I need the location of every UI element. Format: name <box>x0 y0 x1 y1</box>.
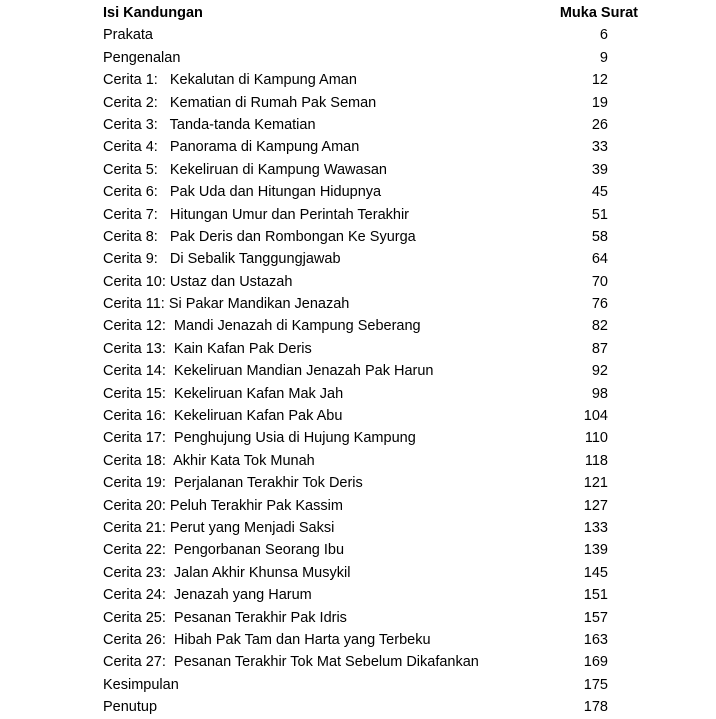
toc-entry-title: Cerita 18: Akhir Kata Tok Munah <box>103 452 315 469</box>
toc-entry <box>103 696 638 718</box>
toc-entry-title: Cerita 24: Jenazah yang Harum <box>103 587 312 604</box>
toc-entry <box>103 315 638 337</box>
toc-entry-page-number: 92 <box>591 363 608 380</box>
toc-entry-title: Cerita 17: Penghujung Usia di Hujung Kampung <box>103 430 416 447</box>
toc-entry-title: Cerita 15: Kekeliruan Kafan Mak Jah <box>103 385 344 402</box>
toc-entry-page-number: 39 <box>591 161 608 178</box>
toc-entry-page-number: 87 <box>591 340 608 357</box>
toc-entry <box>103 629 638 651</box>
toc-entry-title: Cerita 6: Pak Uda dan Hitungan Hidupnya <box>103 184 382 201</box>
toc-entry-page-number: 139 <box>583 542 608 559</box>
toc-entry <box>103 271 638 293</box>
toc-entry <box>103 24 638 46</box>
toc-entry-title: Cerita 20: Peluh Terakhir Pak Kassim <box>103 497 343 514</box>
toc-entry-page-number: 45 <box>591 184 608 201</box>
toc-entry <box>103 651 638 673</box>
toc-entry <box>103 159 638 181</box>
toc-entry-title: Cerita 11: Si Pakar Mandikan Jenazah <box>103 296 350 313</box>
toc-entry <box>103 226 638 248</box>
toc-entry <box>103 405 638 427</box>
toc-entry-page-number: 26 <box>591 116 608 133</box>
toc-entry <box>103 47 638 69</box>
toc-entry-page-number: 51 <box>591 206 608 223</box>
toc-entry-page-number: 121 <box>583 475 608 492</box>
toc-entry <box>103 204 638 226</box>
toc-entry-page-number: 82 <box>591 318 608 335</box>
toc-entry <box>103 248 638 270</box>
toc-entry-page-number: 169 <box>583 654 608 671</box>
toc-entry <box>103 674 638 696</box>
toc-entry-title: Cerita 9: Di Sebalik Tanggungjawab <box>103 251 341 268</box>
toc-entry-page-number: 12 <box>591 72 608 89</box>
toc-entry-page-number: 104 <box>583 408 608 425</box>
toc-entry-title: Kesimpulan <box>103 676 179 693</box>
toc-entry-page-number: 19 <box>591 94 608 111</box>
toc-entry-page-number: 98 <box>591 385 608 402</box>
toc-entry-title: Cerita 12: Mandi Jenazah di Kampung Seberang <box>103 318 421 335</box>
toc-entry <box>103 92 638 114</box>
toc-entry <box>103 69 638 91</box>
toc-entry <box>103 539 638 561</box>
toc-entry-title: Cerita 13: Kain Kafan Pak Deris <box>103 340 312 357</box>
toc-entry <box>103 472 638 494</box>
toc-entry <box>103 517 638 539</box>
toc-entry-page-number: 6 <box>599 27 608 44</box>
toc-entry-title: Cerita 8: Pak Deris dan Rombongan Ke Syurga <box>103 228 416 245</box>
toc-list <box>103 24 638 718</box>
toc-entry-title: Cerita 10: Ustaz dan Ustazah <box>103 273 293 290</box>
toc-entry-title: Cerita 27: Pesanan Terakhir Tok Mat Sebelum Dikafankan <box>103 654 479 671</box>
toc-entry-page-number: 151 <box>583 587 608 604</box>
toc-entry-page-number: 58 <box>591 228 608 245</box>
toc-header <box>103 2 638 24</box>
toc-entry-title: Cerita 25: Pesanan Terakhir Pak Idris <box>103 609 347 626</box>
toc-entry-title: Cerita 5: Kekeliruan di Kampung Wawasan <box>103 161 387 178</box>
toc-entry <box>103 293 638 315</box>
toc-entry-title: Cerita 16: Kekeliruan Kafan Pak Abu <box>103 408 343 425</box>
toc-entry <box>103 360 638 382</box>
toc-entry-page-number: 178 <box>583 699 608 716</box>
table-of-contents <box>103 2 638 719</box>
toc-entry-page-number: 33 <box>591 139 608 156</box>
toc-entry-title: Cerita 19: Perjalanan Terakhir Tok Deris <box>103 475 363 492</box>
toc-entry <box>103 495 638 517</box>
toc-entry <box>103 181 638 203</box>
toc-entry <box>103 584 638 606</box>
toc-entry-title: Penutup <box>103 699 158 716</box>
toc-entry <box>103 450 638 472</box>
toc-entry-title: Cerita 7: Hitungan Umur dan Perintah Terakhir <box>103 206 409 223</box>
toc-entry <box>103 562 638 584</box>
toc-entry-page-number: 76 <box>591 296 608 313</box>
toc-entry-title: Cerita 1: Kekalutan di Kampung Aman <box>103 72 357 89</box>
toc-entry-page-number: 145 <box>583 564 608 581</box>
toc-entry-page-number: 70 <box>591 273 608 290</box>
toc-entry <box>103 338 638 360</box>
toc-entry-page-number: 175 <box>583 676 608 693</box>
toc-entry-page-number: 157 <box>583 609 608 626</box>
toc-entry-page-number: 118 <box>584 452 608 469</box>
toc-entry-title: Cerita 21: Perut yang Menjadi Saksi <box>103 519 335 536</box>
toc-entry-title: Cerita 2: Kematian di Rumah Pak Seman <box>103 94 377 111</box>
toc-entry-title: Cerita 4: Panorama di Kampung Aman <box>103 139 360 156</box>
toc-entry-title: Cerita 3: Tanda-tanda Kematian <box>103 116 316 133</box>
toc-entry-title: Prakata <box>103 27 153 44</box>
toc-entry-page-number: 64 <box>591 251 608 268</box>
toc-entry <box>103 114 638 136</box>
toc-entry-page-number: 9 <box>599 49 608 66</box>
page-column-heading: Muka Surat <box>559 5 638 21</box>
toc-entry-title: Cerita 23: Jalan Akhir Khunsa Musykil <box>103 564 351 581</box>
toc-entry <box>103 383 638 405</box>
toc-entry <box>103 136 638 158</box>
toc-entry-page-number: 163 <box>583 631 608 648</box>
toc-entry-title: Cerita 14: Kekeliruan Mandian Jenazah Pak Harun <box>103 363 434 380</box>
toc-entry-title: Pengenalan <box>103 49 181 66</box>
toc-entry <box>103 607 638 629</box>
toc-entry-page-number: 127 <box>583 497 608 514</box>
toc-entry-title: Cerita 22: Pengorbanan Seorang Ibu <box>103 542 345 559</box>
toc-entry-page-number: 110 <box>584 430 608 447</box>
toc-entry-title: Cerita 26: Hibah Pak Tam dan Harta yang Terbeku <box>103 631 431 648</box>
toc-entry <box>103 427 638 449</box>
toc-entry-page-number: 133 <box>583 519 608 536</box>
toc-title: Isi Kandungan <box>103 5 203 21</box>
